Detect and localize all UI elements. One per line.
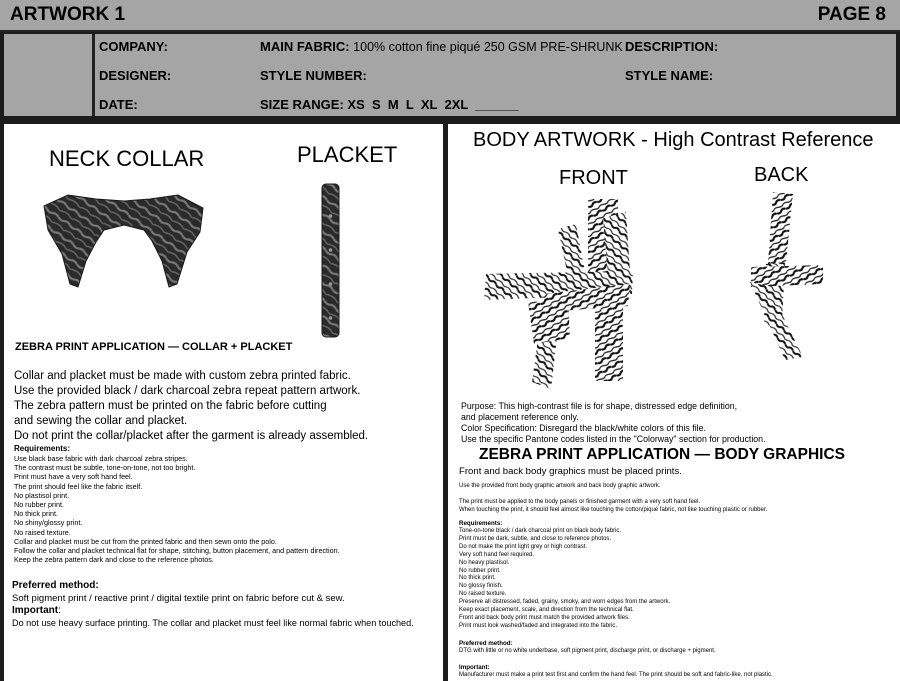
top-bar (0, 0, 900, 32)
placket-icon (322, 184, 339, 337)
body-requirements-list (459, 528, 670, 631)
back-graphic-icon (750, 192, 823, 360)
requirement-item: Very soft hand feel required. (459, 551, 535, 558)
intro-line: Collar and placket must be made with custom zebra printed fabric. (14, 370, 351, 382)
preferred-method-text: Soft pigment print / reactive print / digital textile print on fabric before cut & sew. (12, 593, 345, 604)
requirement-item: The print should feel like the fabric itself. (14, 481, 143, 491)
requirement-item: No thick print. (14, 509, 58, 519)
collar-placket-heading: ZEBRA PRINT APPLICATION — COLLAR + PLACKET (15, 341, 293, 353)
requirement-item: Collar and placket must be cut from the printed fabric and then sewn onto the polo. (14, 536, 277, 546)
requirement-item: Do not make the print light grey or high contrast. (459, 543, 588, 550)
neck-collar-label: NECK COLLAR (49, 146, 205, 171)
collar-intro (14, 369, 368, 444)
body-graphics-heading: ZEBRA PRINT APPLICATION — BODY GRAPHICS (479, 446, 845, 463)
requirement-item: Follow the collar and placket technical flat for shape, stitching, button placement, and pattern direction. (14, 546, 340, 556)
company-label: COMPANY: (99, 39, 168, 54)
main-fabric-value: 100% cotton fine piqué 250 GSM PRE-SHRUNK (353, 40, 623, 54)
requirement-item: No raised texture. (459, 591, 507, 598)
artwork-usage-line: Use the provided front body graphic artwork and back body graphic artwork. (459, 483, 661, 489)
requirement-item: Front and back body print must match the provided artwork files. (459, 614, 630, 621)
intro-line: Use the provided black / dark charcoal zebra repeat pattern artwork. (14, 385, 361, 397)
style-number-label: STYLE NUMBER: (260, 68, 367, 83)
description-label: DESCRIPTION: (625, 39, 719, 54)
requirement-item: No glossy finish. (459, 583, 503, 590)
body-important-title: Important: (459, 664, 490, 671)
body-preferred-text: DTG with little or no white underbase, soft pigment print, discharge print, or discharge + pigment. (459, 648, 716, 654)
page-number: PAGE 8 (817, 4, 886, 25)
body-important-text: Manufacturer must make a print test first and confirm the hand feel. The print should be soft and fabric-like, not plastic. (459, 672, 773, 678)
intro-line: and sewing the collar and placket. (14, 415, 188, 427)
placket-label: PLACKET (297, 142, 398, 167)
header-info (4, 34, 896, 116)
important-text: Do not use heavy surface printing. The collar and placket must feel like normal fabric when touched. (12, 618, 414, 628)
body-graphics-subheading: Front and back body graphics must be placed prints. (459, 466, 682, 477)
purpose-notes (461, 401, 766, 445)
requirement-item: The contrast must be subtle, tone-on-tone, not too bright. (14, 463, 196, 473)
important-colon: : (58, 605, 61, 616)
requirements-title: Requirements: (14, 444, 71, 453)
requirement-item: No rubber print. (459, 567, 501, 574)
preferred-method-title: Preferred method: (12, 580, 99, 591)
requirement-item: Keep the zebra pattern dark and close to the reference photos. (14, 555, 214, 565)
purpose-line: Color Specification: Disregard the black/white colors of this file. (461, 423, 706, 433)
requirement-item: No heavy plastisol. (459, 559, 510, 566)
requirement-item: No thick print. (459, 575, 496, 582)
intro-line: The zebra pattern must be printed on the fabric before cutting (14, 400, 327, 412)
size-range-value: XS S M L XL 2XL ______ (347, 97, 519, 112)
body-preferred-title: Preferred method: (459, 640, 513, 647)
requirement-item: Print must have a very soft hand feel. (14, 472, 133, 482)
requirement-item: No raised texture. (14, 527, 71, 537)
requirement-item: Print must be dark, subtle, and close to reference photos. (459, 535, 612, 542)
body-graphics-artwork (448, 124, 900, 404)
date-label: DATE: (99, 97, 138, 112)
header-divider (92, 34, 95, 116)
purpose-line: Use the specific Pantone codes listed in the "Colorway" section for production. (461, 434, 766, 444)
important-title-line (12, 605, 61, 616)
body-requirements-title: Requirements: (459, 520, 503, 527)
body-artwork-panel (448, 124, 900, 681)
requirement-item: Keep exact placement, scale, and direction from the technical flat. (459, 607, 634, 614)
designer-label: DESIGNER: (99, 68, 172, 83)
requirement-item: Print must look washed/faded and integrated into the fabric. (459, 622, 618, 629)
main-fabric-label: MAIN FABRIC: (260, 39, 350, 54)
hand-feel-line: The print must be applied to the body panels or finished garment with a very soft hand feel. (459, 499, 701, 505)
hand-feel-line: When touching the print, it should feel almost like touching the cotton/piqué fabric, not like touching plastic or rubber. (459, 507, 768, 513)
requirement-item: No shiny/glossy print. (14, 518, 83, 528)
requirement-item: Use black base fabric with dark charcoal zebra stripes. (14, 454, 188, 463)
size-range-field (260, 97, 519, 112)
purpose-line: and placement reference only. (461, 412, 579, 422)
size-range-label: SIZE RANGE: (260, 97, 344, 112)
requirement-item: No rubber print. (14, 500, 64, 510)
important-title: Important (12, 605, 59, 616)
collar-requirements-list (14, 454, 340, 564)
back-label: BACK (754, 164, 809, 186)
front-graphic-icon (484, 199, 633, 389)
requirement-item: Preserve all distressed, faded, grainy, smoky, and worn edges from the artwork. (459, 599, 671, 606)
purpose-line: Purpose: This high-contrast file is for shape, distressed edge definition, (461, 401, 738, 411)
hand-feel-notes (459, 498, 767, 514)
collar-placket-artwork (4, 124, 443, 349)
main-fabric-field (260, 39, 623, 54)
requirement-item: Tone-on-tone black / dark charcoal print on black body fabric. (459, 528, 622, 534)
style-name-label: STYLE NAME: (625, 68, 714, 83)
collar-placket-panel (4, 124, 443, 681)
intro-line: Do not print the collar/placket after the garment is already assembled. (14, 430, 369, 442)
body-artwork-title: BODY ARTWORK - High Contrast Reference (473, 129, 874, 151)
artwork-title: ARTWORK 1 (10, 4, 126, 25)
requirement-item: No plastisol print. (14, 490, 70, 500)
front-label: FRONT (559, 167, 628, 189)
neck-collar-icon (44, 195, 203, 287)
